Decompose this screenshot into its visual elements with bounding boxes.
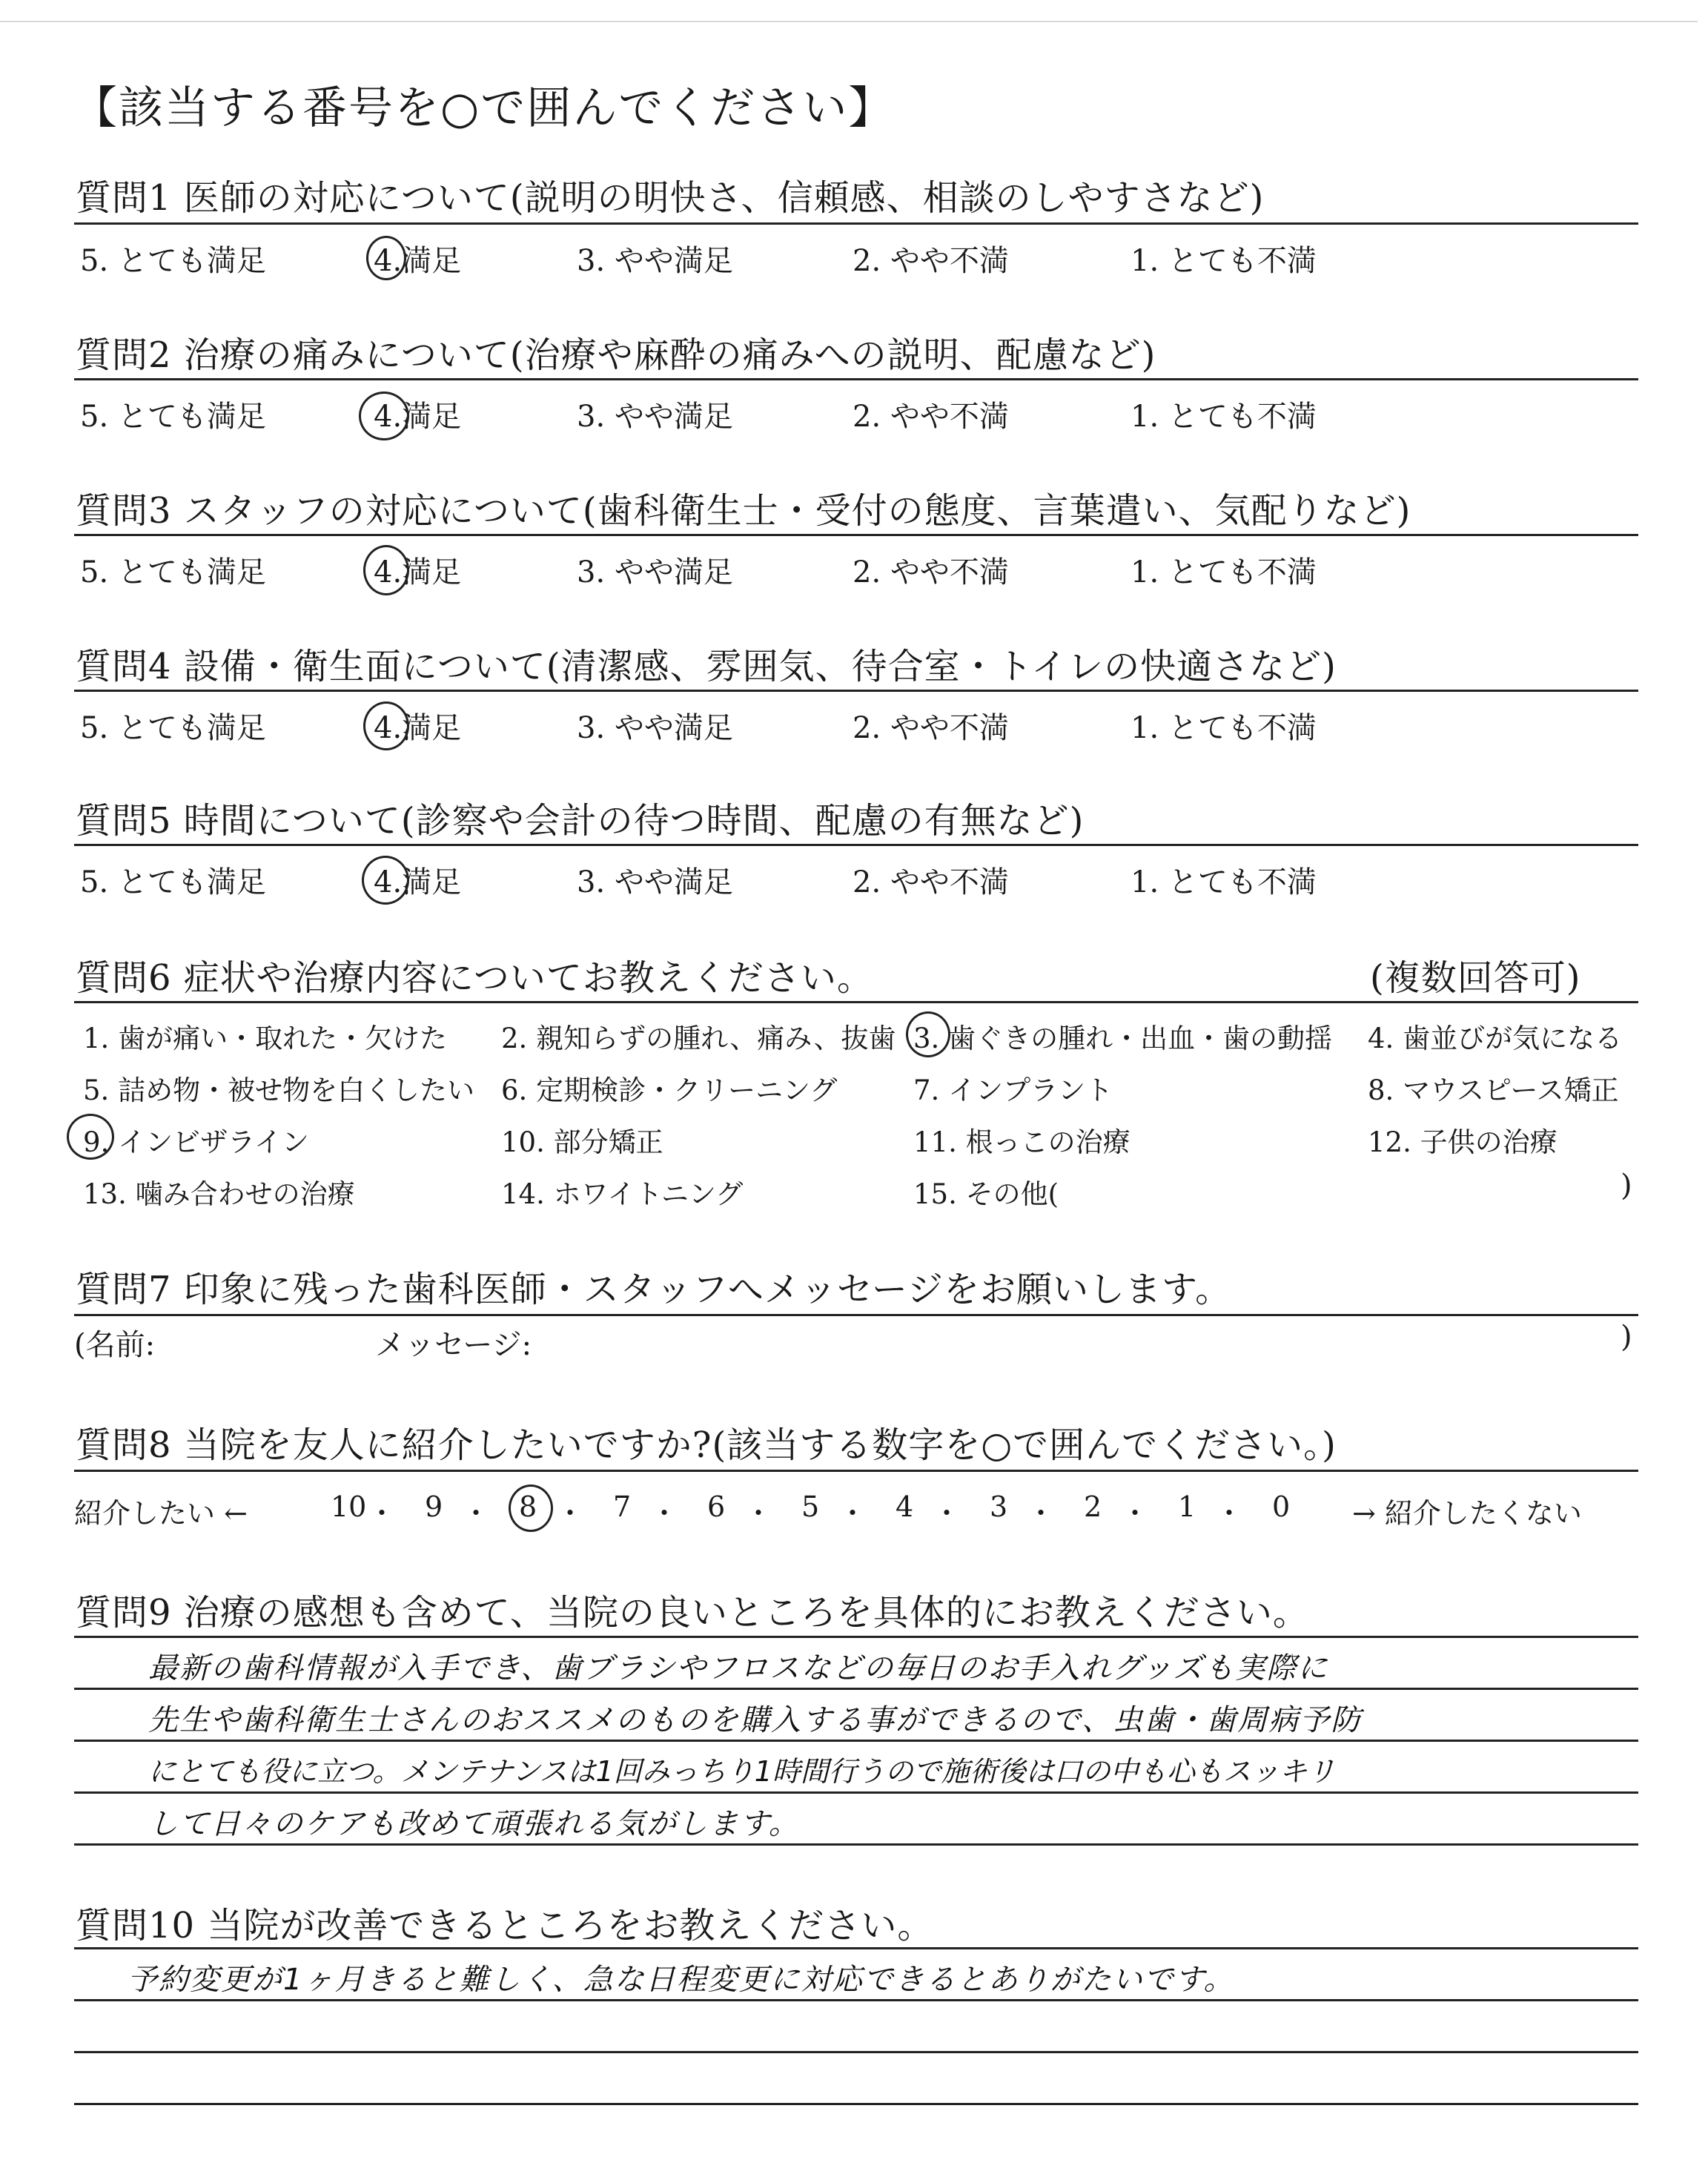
scale-separator: ・	[933, 1497, 961, 1530]
selection-circle	[509, 1484, 553, 1532]
scale-separator: ・	[368, 1497, 397, 1530]
divider	[74, 1470, 1638, 1472]
option-3[interactable]: 3. やや満足	[577, 865, 733, 899]
message-label: メッセージ:	[375, 1328, 532, 1362]
recommend-score-9[interactable]: 9	[425, 1490, 443, 1523]
answer-line	[74, 1688, 1638, 1690]
recommend-score-4[interactable]: 4	[896, 1490, 914, 1523]
divider	[74, 844, 1638, 846]
question-label: 質問2 治療の痛みについて(治療や麻酔の痛みへの説明、配慮など)	[76, 334, 1156, 376]
selection-circle	[363, 545, 409, 595]
answer-line	[74, 1740, 1638, 1742]
option-4[interactable]: 4.満足	[374, 711, 462, 745]
q6-option-14[interactable]: 14. ホワイトニング	[501, 1178, 744, 1210]
option-1[interactable]: 1. とても不満	[1131, 711, 1317, 745]
scale-separator: ・	[1027, 1497, 1056, 1530]
scale-separator: ・	[556, 1497, 585, 1530]
handwritten-answer-line: 予約変更が1ヶ月きると難しく、急な日程変更に対応できるとありがたいです。	[128, 1963, 1235, 1997]
other-close-paren: )	[1621, 1169, 1632, 1203]
recommend-right-label: → 紹介したくない	[1352, 1497, 1582, 1530]
q6-option-12[interactable]: 12. 子供の治療	[1368, 1126, 1558, 1158]
answer-line	[74, 1636, 1638, 1638]
question-label: 質問4 設備・衛生面について(清潔感、雰囲気、待合室・トイレの快適さなど)	[76, 646, 1337, 687]
recommend-score-8[interactable]: 8	[519, 1490, 537, 1523]
q6-option-8[interactable]: 8. マウスピース矯正	[1368, 1074, 1619, 1106]
scale-separator: ・	[462, 1497, 491, 1530]
scale-separator: ・	[650, 1497, 679, 1530]
divider	[74, 534, 1638, 536]
question-label: 質問7 印象に残った歯科医師・スタッフへメッセージをお願いします。	[76, 1269, 1232, 1310]
selection-circle	[359, 392, 409, 440]
recommend-left-label: 紹介したい ←	[74, 1497, 248, 1530]
selection-circle	[67, 1114, 114, 1160]
question-label: 質問8 当院を友人に紹介したいですか?(該当する数字を○で囲んでください。)	[76, 1424, 1337, 1466]
question-label: 質問5 時間について(診察や会計の待つ時間、配慮の有無など)	[76, 800, 1085, 842]
page-title: 【該当する番号を○で囲んでください】	[73, 82, 895, 134]
recommend-score-3[interactable]: 3	[990, 1490, 1008, 1523]
recommend-score-10[interactable]: 10	[331, 1490, 367, 1523]
q6-option-5[interactable]: 5. 詰め物・被せ物を白くしたい	[83, 1074, 475, 1106]
option-4[interactable]: 4.満足	[374, 244, 462, 278]
handwritten-answer-line: にとても役に立つ。メンテナンスは1回みっちり1時間行うので施術後は口の中も心もスッキリ	[148, 1755, 1336, 1788]
divider	[74, 690, 1638, 692]
option-5[interactable]: 5. とても満足	[80, 400, 266, 434]
divider	[74, 222, 1638, 225]
q6-option-10[interactable]: 10. 部分矯正	[501, 1126, 663, 1158]
option-1[interactable]: 1. とても不満	[1131, 244, 1317, 278]
recommend-score-7[interactable]: 7	[613, 1490, 632, 1523]
q6-option-1[interactable]: 1. 歯が痛い・取れた・欠けた	[83, 1023, 448, 1054]
q6-option-9[interactable]: 9. インビザライン	[83, 1126, 309, 1158]
multi-answer-note: (複数回答可)	[1370, 957, 1581, 999]
recommend-score-2[interactable]: 2	[1084, 1490, 1102, 1523]
divider	[74, 378, 1638, 380]
option-3[interactable]: 3. やや満足	[577, 244, 733, 278]
option-4[interactable]: 4.満足	[374, 865, 462, 899]
answer-line	[74, 1947, 1638, 1949]
answer-line	[74, 1791, 1638, 1794]
selection-circle	[366, 236, 406, 280]
question-label: 質問10 当院が改善できるところをお教えください。	[76, 1905, 934, 1946]
question-label: 質問3 スタッフの対応について(歯科衛生士・受付の態度、言葉遣い、気配りなど)	[76, 490, 1411, 532]
recommend-score-6[interactable]: 6	[707, 1490, 726, 1523]
option-4[interactable]: 4.満足	[374, 400, 462, 434]
q6-option-11[interactable]: 11. 根っこの治療	[913, 1126, 1131, 1158]
scale-separator: ・	[1121, 1497, 1150, 1530]
handwritten-answer-line: 最新の歯科情報が入手でき、歯ブラシやフロスなどの毎日のお手入れグッズも実際に	[148, 1651, 1329, 1685]
recommend-score-0[interactable]: 0	[1272, 1490, 1291, 1523]
selection-circle	[906, 1011, 950, 1057]
answer-line	[74, 2103, 1638, 2105]
q6-option-7[interactable]: 7. インプラント	[913, 1074, 1113, 1106]
q6-option-4[interactable]: 4. 歯並びが気になる	[1368, 1023, 1623, 1054]
option-1[interactable]: 1. とても不満	[1131, 400, 1317, 434]
page-top-border	[0, 21, 1698, 22]
question-label: 質問6 症状や治療内容についてお教えください。	[76, 957, 873, 999]
option-1[interactable]: 1. とても不満	[1131, 865, 1317, 899]
scale-separator: ・	[838, 1497, 867, 1530]
name-label: (名前:	[74, 1328, 156, 1362]
handwritten-answer-line: 先生や歯科衛生士さんのおススメのものを購入する事ができるので、虫歯・歯周病予防	[148, 1703, 1363, 1737]
divider	[74, 1001, 1638, 1003]
handwritten-answer-line: して日々のケアも改めて頑張れる気がします。	[148, 1807, 800, 1841]
option-3[interactable]: 3. やや満足	[577, 555, 733, 589]
option-5[interactable]: 5. とても満足	[80, 244, 266, 278]
answer-line	[74, 2051, 1638, 2053]
option-4[interactable]: 4.満足	[374, 555, 462, 589]
q6-option-3[interactable]: 3. 歯ぐきの腫れ・出血・歯の動揺	[913, 1023, 1333, 1054]
q6-option-6[interactable]: 6. 定期検診・クリーニング	[501, 1074, 838, 1106]
option-2[interactable]: 2. やや不満	[853, 555, 1009, 589]
divider	[74, 1314, 1638, 1316]
answer-line	[74, 1999, 1638, 2001]
scale-separator: ・	[744, 1497, 773, 1530]
option-3[interactable]: 3. やや満足	[577, 711, 733, 745]
recommend-score-5[interactable]: 5	[801, 1490, 820, 1523]
q6-option-2[interactable]: 2. 親知らずの腫れ、痛み、抜歯	[501, 1023, 896, 1054]
recommend-score-1[interactable]: 1	[1178, 1490, 1196, 1523]
answer-line	[74, 1843, 1638, 1846]
option-2[interactable]: 2. やや不満	[853, 244, 1009, 278]
option-5[interactable]: 5. とても満足	[80, 711, 266, 745]
option-5[interactable]: 5. とても満足	[80, 865, 266, 899]
option-1[interactable]: 1. とても不満	[1131, 555, 1317, 589]
selection-circle	[362, 856, 409, 905]
selection-circle	[363, 701, 409, 750]
option-2[interactable]: 2. やや不満	[853, 400, 1009, 434]
q6-option-15[interactable]: 15. その他(	[913, 1178, 1059, 1210]
q6-option-13[interactable]: 13. 噛み合わせの治療	[83, 1178, 355, 1210]
option-5[interactable]: 5. とても満足	[80, 555, 266, 589]
option-3[interactable]: 3. やや満足	[577, 400, 733, 434]
close-paren: )	[1621, 1320, 1632, 1354]
question-label: 質問1 医師の対応について(説明の明快さ、信頼感、相談のしやすさなど)	[76, 177, 1265, 219]
scale-separator: ・	[1215, 1497, 1244, 1530]
option-2[interactable]: 2. やや不満	[853, 711, 1009, 745]
option-2[interactable]: 2. やや不満	[853, 865, 1009, 899]
question-label: 質問9 治療の感想も含めて、当院の良いところを具体的にお教えください。	[76, 1592, 1309, 1634]
